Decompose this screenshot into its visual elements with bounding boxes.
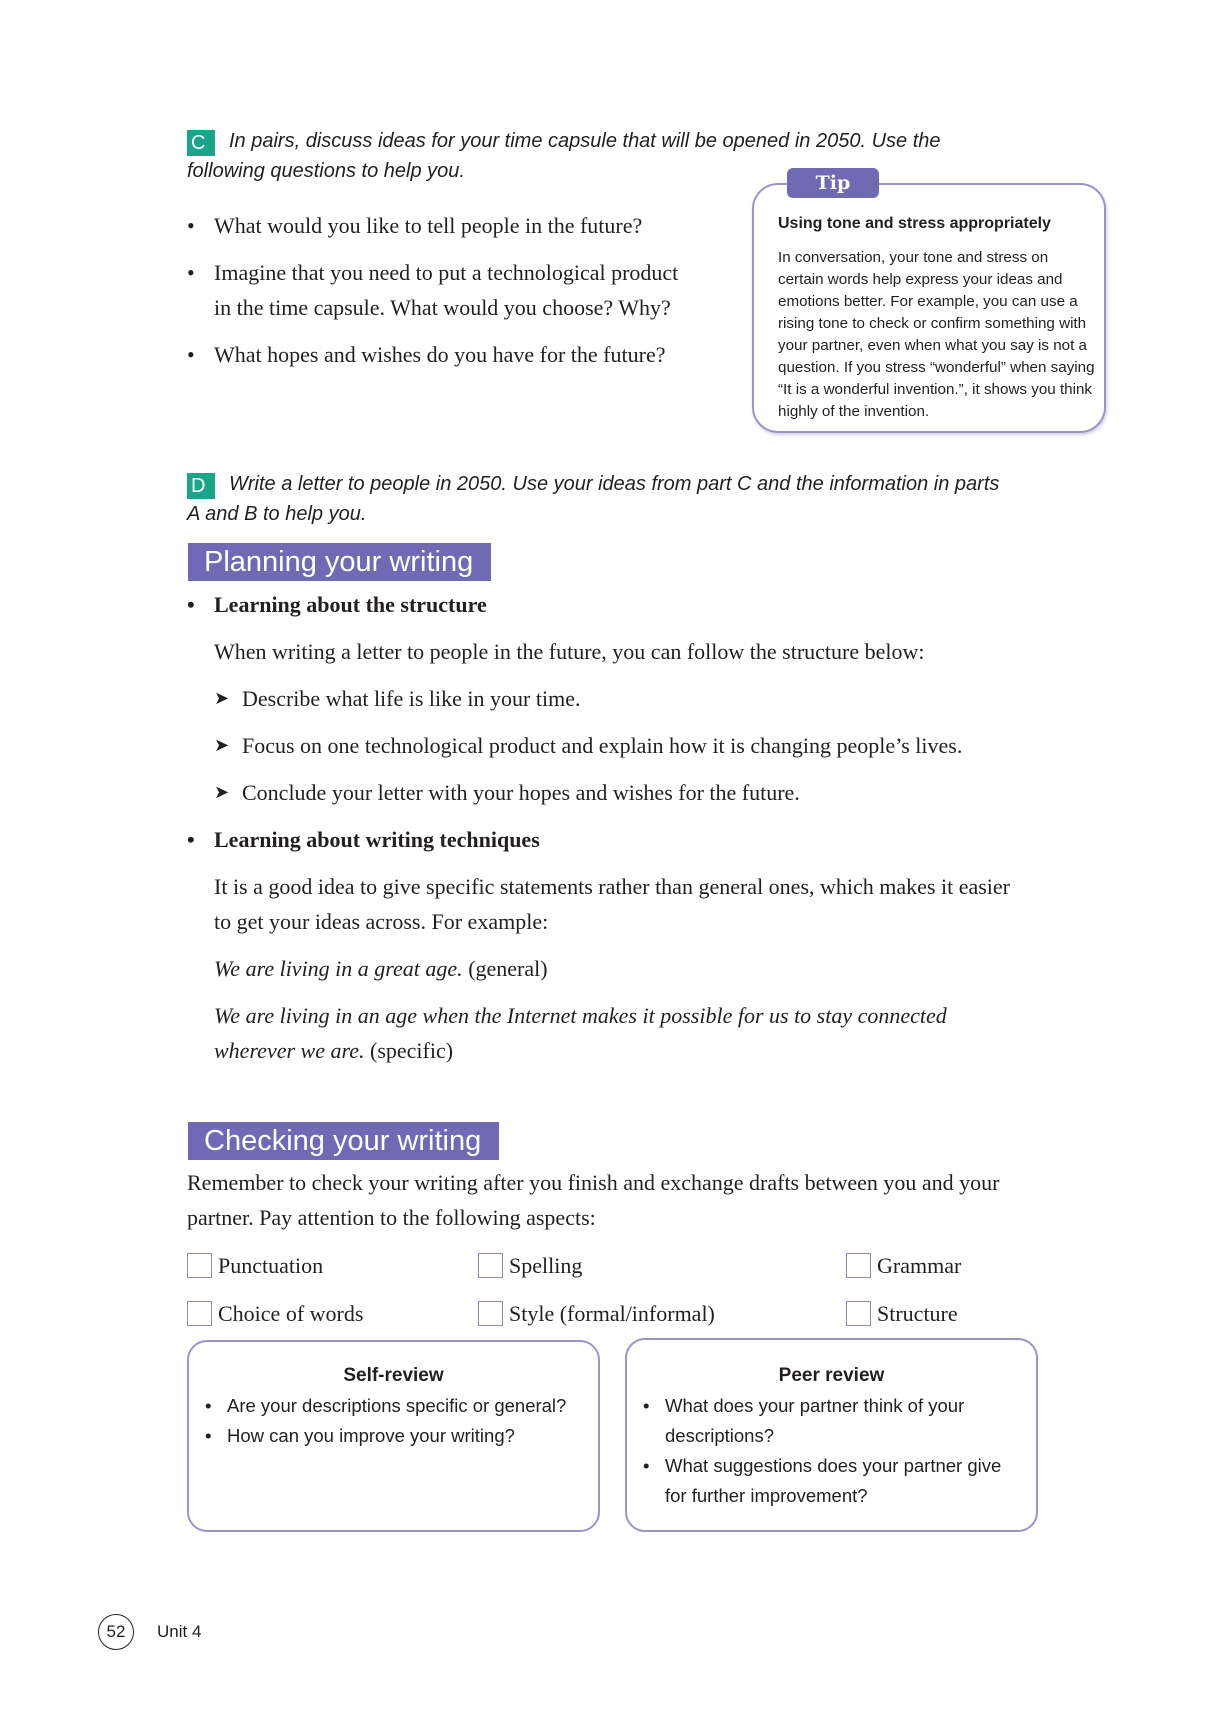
aspect-grammar[interactable]: Grammar (846, 1248, 961, 1283)
structure-step: ➤ Conclude your letter with your hopes and wishes for the future. (214, 775, 1047, 810)
aspect-structure[interactable]: Structure (846, 1296, 958, 1331)
checkbox[interactable] (478, 1253, 503, 1278)
tip-title: Using tone and stress appropriately (778, 215, 1051, 232)
question-item: • What would you like to tell people in the future? (187, 208, 747, 243)
unit-label: Unit 4 (157, 1622, 202, 1641)
arrow-bullet-icon: ➤ (214, 782, 230, 802)
arrow-bullet-icon: ➤ (214, 735, 230, 755)
bullet-icon: • (187, 827, 195, 852)
checkbox[interactable] (187, 1253, 212, 1278)
checking-header: Checking your writing (188, 1122, 499, 1160)
tip-box (752, 183, 1106, 433)
peer-review-item: • What does your partner think of your descriptions? (627, 1391, 1005, 1451)
techniques-heading: • Learning about writing techniques (187, 822, 1047, 857)
part-d-instruction-line2: A and B to help you. (187, 503, 367, 525)
arrow-bullet-icon: ➤ (214, 688, 230, 708)
bullet-icon: • (187, 260, 195, 285)
page-number: 52 (98, 1614, 134, 1650)
part-d-instruction-line1: Write a letter to people in 2050. Use your ideas from part C and the information in parts (229, 473, 1000, 495)
aspect-choice-of-words[interactable]: Choice of words (187, 1296, 363, 1331)
part-c-badge: C (187, 130, 215, 156)
bullet-icon: • (205, 1395, 212, 1416)
techniques-intro: It is a good idea to give specific statements rather than general ones, which makes it easier to get your ideas across. For example: (214, 874, 1010, 934)
checkbox[interactable] (187, 1301, 212, 1326)
part-c-instruction-line2: following questions to help you. (187, 160, 465, 182)
structure-step: ➤ Focus on one technological product and explain how it is changing people’s lives. (214, 728, 1032, 763)
question-item: • Imagine that you need to put a technological product in the time capsule. What would you choose? Why? (187, 255, 694, 325)
tip-tag: Tip (787, 168, 879, 198)
peer-review-box (625, 1338, 1038, 1532)
bullet-icon: • (187, 342, 195, 367)
planning-header: Planning your writing (188, 543, 491, 581)
checking-intro: Remember to check your writing after you finish and exchange drafts between you and your partner. Pay attention to the following aspects: (187, 1170, 1000, 1230)
discussion-questions (187, 208, 747, 384)
self-review-box (187, 1340, 600, 1532)
bullet-icon: • (187, 592, 195, 617)
self-review-title: Self-review (343, 1365, 444, 1386)
question-item: • What hopes and wishes do you have for the future? (187, 337, 774, 372)
example-specific: We are living in an age when the Internet makes it possible for us to stay connected wherever we are. (specific) (214, 1003, 947, 1063)
checkbox[interactable] (846, 1301, 871, 1326)
structure-steps (187, 681, 1047, 810)
part-d-instruction (187, 469, 1067, 529)
peer-review-title: Peer review (778, 1365, 885, 1386)
tip-body: In conversation, your tone and stress on certain words help express your ideas and emotions better. For example, you can use a rising tone to check or confirm something with your partner, even when what you say is not a question. If you stress “wonderful” when saying “It is a wonderful invention.”, it shows you think highly of the invention. (778, 249, 1095, 420)
checkbox[interactable] (846, 1253, 871, 1278)
bullet-icon: • (643, 1395, 650, 1416)
self-review-item: • How can you improve your writing? (189, 1421, 598, 1451)
bullet-icon: • (205, 1425, 212, 1446)
aspect-punctuation[interactable]: Punctuation (187, 1248, 323, 1283)
structure-intro: When writing a letter to people in the future, you can follow the structure below: (214, 639, 925, 664)
peer-review-item: • What suggestions does your partner give for further improvement? (627, 1451, 1010, 1511)
bullet-icon: • (187, 213, 195, 238)
part-c-instruction-line1: In pairs, discuss ideas for your time capsule that will be opened in 2050. Use the (229, 130, 941, 152)
checkbox[interactable] (478, 1301, 503, 1326)
example-general: We are living in a great age. (general) (214, 956, 548, 981)
aspect-spelling[interactable]: Spelling (478, 1248, 582, 1283)
planning-content (187, 587, 1047, 1068)
aspect-style[interactable]: Style (formal/informal) (478, 1296, 715, 1331)
part-d-badge: D (187, 473, 215, 499)
self-review-item: • Are your descriptions specific or general? (189, 1391, 598, 1421)
bullet-icon: • (643, 1455, 650, 1476)
structure-step: ➤ Describe what life is like in your time. (214, 681, 1047, 716)
structure-heading: • Learning about the structure (187, 587, 1047, 622)
